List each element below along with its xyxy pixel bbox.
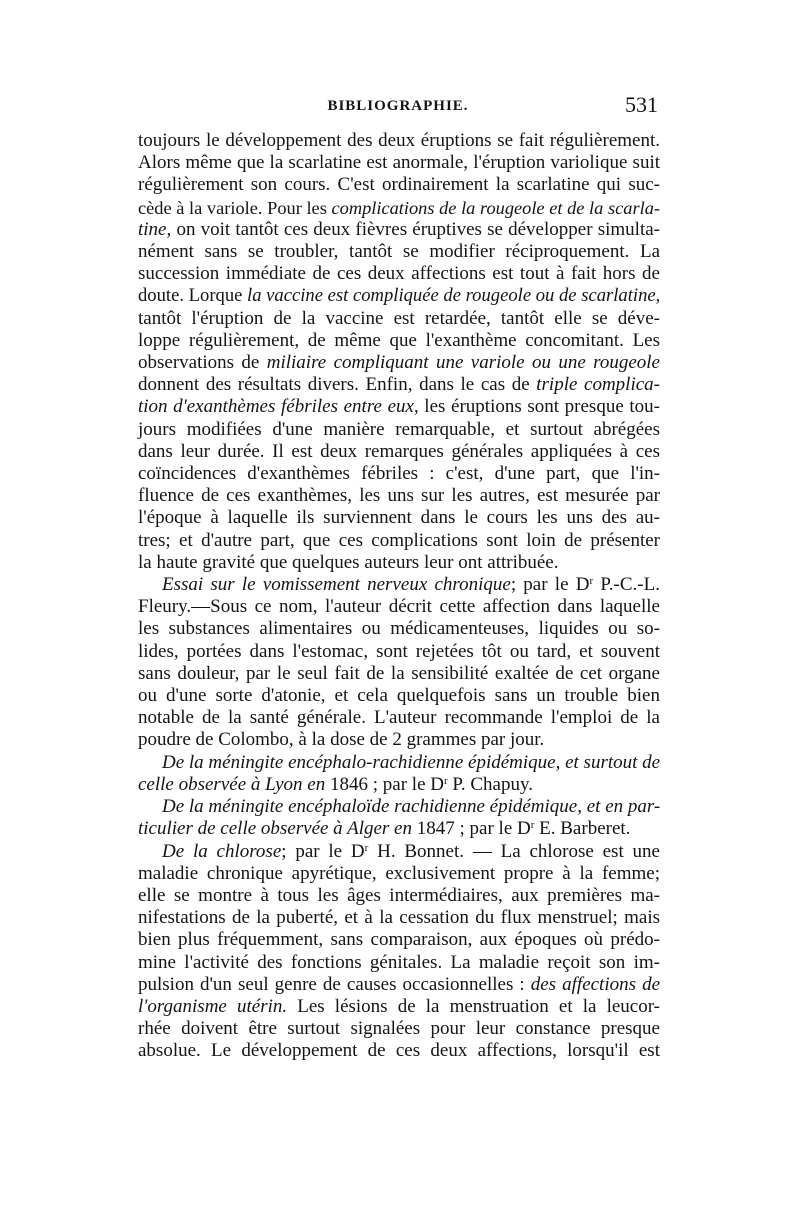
body-text <box>138 130 660 1063</box>
italic-phrase: miliaire compliquant une variole ou une rougeole <box>266 352 660 374</box>
text-line: ticulier de celle observée à Alger en 1847 ; par le $D^r$ E. Barberet. <box>138 818 631 840</box>
text-line: absolue. Le développement de ces deux affections, lorsqu'il est <box>138 1040 660 1062</box>
italic-phrase: des affections de <box>530 973 661 995</box>
text-line: maladie chronique apyrétique, exclusivement propre à la femme; <box>138 862 660 884</box>
text-line: nifestations de la puberté, et à la cessation du flux menstruel; mais <box>138 907 660 929</box>
text-line: Fleury.—Sous ce nom, l'auteur décrit cette affection dans laquelle <box>138 596 660 618</box>
text-line: coïncidences d'exanthèmes fébriles : c'est, d'une part, que l'in- <box>138 463 660 485</box>
italic-phrase: l'organisme utérin. <box>138 995 288 1017</box>
text-line: rhée doivent être surtout signalées pour leur constance presque <box>138 1018 660 1040</box>
text-line: dans leur durée. Il est deux remarques générales appliquées à ces <box>138 440 660 462</box>
text-line: tantôt l'éruption de la vaccine est retardée, tantôt elle se déve- <box>138 307 660 329</box>
text-line: observations de miliaire compliquant une variole ou une rougeole <box>138 352 660 374</box>
text-line: Essai sur le vomissement nerveux chronique; par le $D^r$ P.-C.-L. <box>162 574 660 596</box>
text-line: loppe régulièrement, de même que l'exanthème concomitant. Les <box>138 329 660 351</box>
text-line: régulièrement son cours. C'est ordinairement la scarlatine qui suc- <box>138 174 660 196</box>
text-line: toujours le développement des deux éruptions se fait régulièrement. <box>138 130 660 151</box>
paragraph-meningite-alger <box>138 796 660 840</box>
text-line: tine, on voit tantôt ces deux fièvres éruptives se développer simulta- <box>138 218 660 240</box>
paragraph-meningite-lyon <box>138 752 660 796</box>
text-line: jours modifiées d'une manière remarquable, et surtout abrégées <box>138 418 660 440</box>
italic-phrase: complications de la rougeole et de la scarla- <box>331 197 660 218</box>
text-line: cède à la variole. Pour les complications de la rougeole et de la scarla- <box>138 197 660 218</box>
italic-title: ticulier de celle observée à Alger en <box>138 818 412 840</box>
italic-phrase: tine, <box>138 218 172 240</box>
paragraph-exanthemes <box>138 130 660 574</box>
italic-title: De la chlorose <box>162 840 282 862</box>
text-line <box>138 796 660 818</box>
text-line: notable de la santé générale. L'auteur recommande l'emploi de la <box>138 707 660 729</box>
text-line: elle se montre à tous les âges intermédiaires, aux premières ma- <box>138 884 660 906</box>
paragraph-vomissement <box>138 574 660 752</box>
text-line: doute. Lorque la vaccine est compliquée de rougeole ou de scarlatine, <box>138 285 661 307</box>
text-line: l'organisme utérin. Les lésions de la menstruation et la leucor- <box>138 995 660 1017</box>
italic-title: celle observée à Lyon en <box>138 773 326 795</box>
text-line: lides, portées dans l'estomac, sont rejetées tôt ou tard, et souvent <box>138 640 660 662</box>
italic-title: De la méningite encéphaloïde rachidienne épidémique, et en par- <box>162 796 661 818</box>
italic-phrase: tion d'exanthèmes fébriles entre eux, <box>138 396 419 418</box>
running-head <box>138 92 658 122</box>
text-line: De la chlorose; par le $D^r$ H. Bonnet. — La chlorose est une <box>162 840 660 862</box>
running-title: BIBLIOGRAPHIE. <box>327 98 469 114</box>
italic-title: Essai sur le vomissement nerveux chronique <box>162 574 511 596</box>
text-line: mine l'activité des fonctions génitales. La maladie reçoit son im- <box>138 951 660 973</box>
text-line: succession immédiate de ces deux affections est tout à fait hors de <box>138 263 660 285</box>
text-line: la haute gravité que quelques auteurs leur ont attribuée. <box>138 551 559 573</box>
text-line: fluence de ces exanthèmes, les uns sur les autres, est mesurée par <box>138 485 660 507</box>
text-line <box>138 752 660 774</box>
text-line: ou d'une sorte d'atonie, et cela quelquefois sans un trouble bien <box>138 685 660 707</box>
text-line: donnent des résultats divers. Enfin, dans le cas de triple complica- <box>138 374 660 396</box>
italic-phrase: triple complica- <box>536 374 660 396</box>
text-line: nément sans se troubler, tantôt se modifier réciproquement. La <box>138 241 660 263</box>
page-number: 531 <box>625 92 658 117</box>
text-line: poudre de Colombo, à la dose de 2 grammes par jour. <box>138 729 545 751</box>
text-line: sans douleur, par le seul fait de la sensibilité exaltée de cet organe <box>138 662 660 684</box>
text-line: Alors même que la scarlatine est anormale, l'éruption variolique suit <box>138 152 660 174</box>
text-line: tres; et d'autre part, que ces complications sont loin de présenter <box>138 529 660 551</box>
text-line: les substances alimentaires ou médicamenteuses, liquides ou so- <box>138 618 660 640</box>
text-line: pulsion d'un seul genre de causes occasionnelles : des affections de <box>138 973 661 995</box>
text-line: celle observée à Lyon en 1846 ; par le $D^r$ P. Chapuy. <box>138 773 533 795</box>
text-line: tion d'exanthèmes fébriles entre eux, les éruptions sont presque tou- <box>138 396 660 418</box>
text-line: l'époque à laquelle ils surviennent dans le cours les uns des au- <box>138 507 660 529</box>
paragraph-chlorose <box>138 841 660 1063</box>
italic-title: De la méningite encéphalo-rachidienne épidémique, et surtout de <box>162 751 661 773</box>
italic-phrase: la vaccine est compliquée de rougeole ou de scarlatine, <box>247 285 661 307</box>
text-line: bien plus fréquemment, sans comparaison, aux époques où prédo- <box>138 929 660 951</box>
